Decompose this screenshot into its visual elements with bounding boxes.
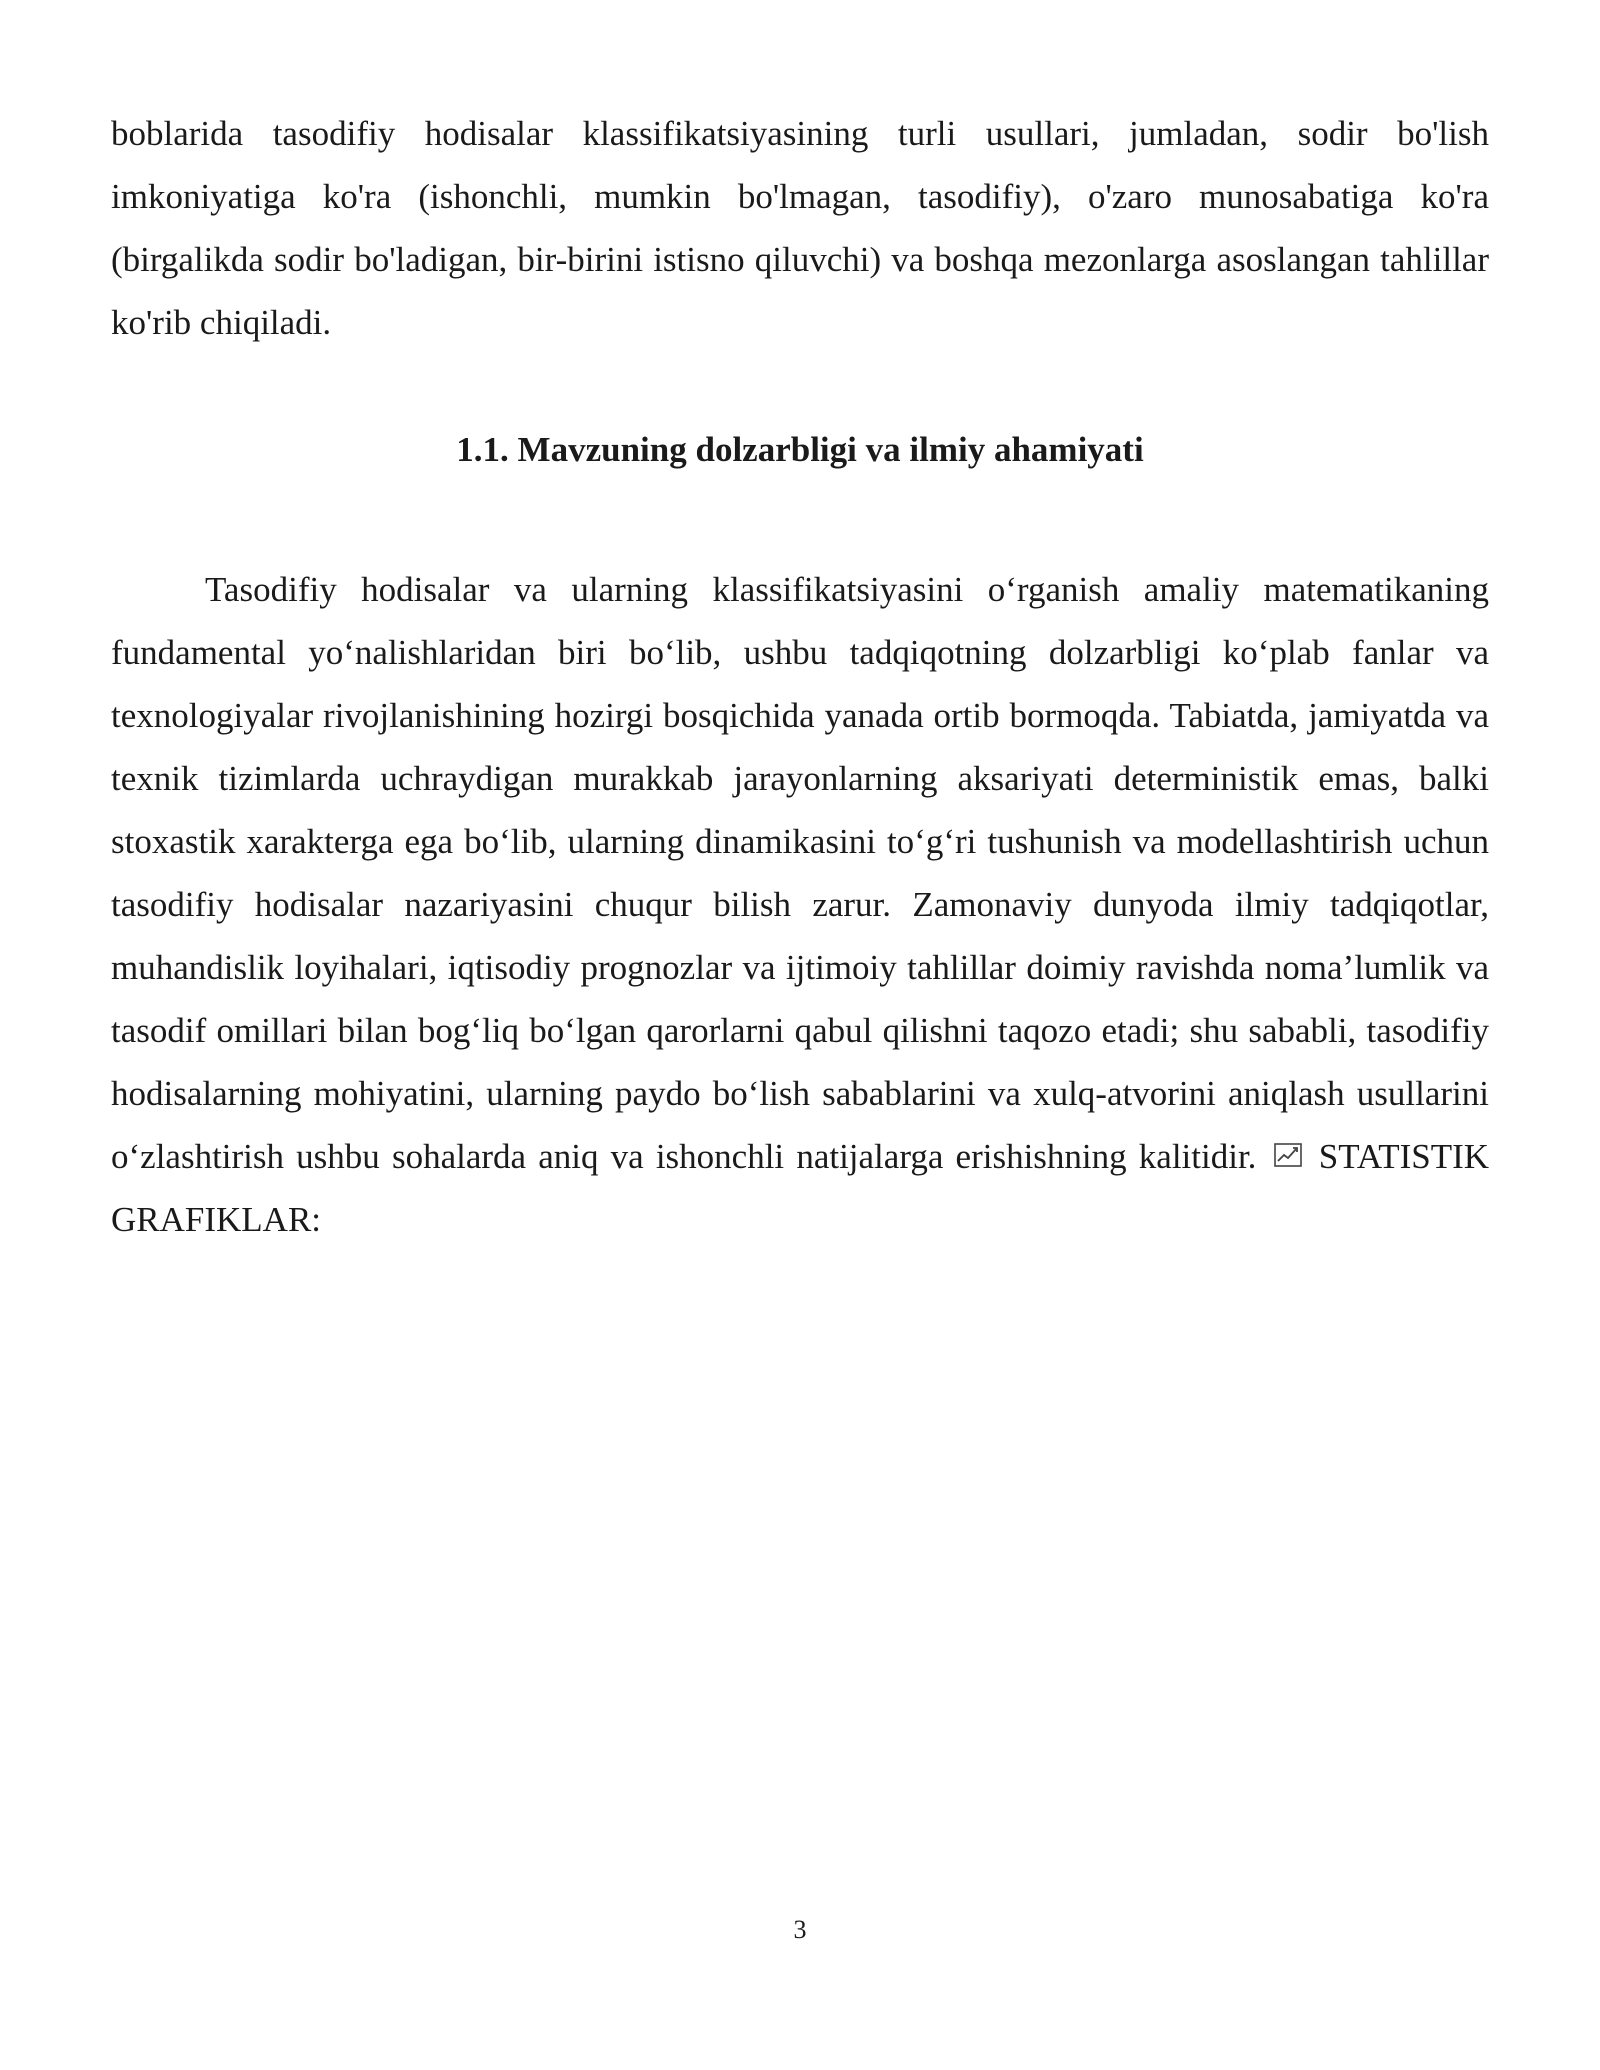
- page-number: 3: [793, 1915, 807, 1944]
- section-heading: 1.1. Mavzuning dolzarbligi va ilmiy ahamiyati: [456, 430, 1144, 469]
- chart-increasing-icon: [1273, 1142, 1303, 1168]
- body-paragraph-text: Tasodifiy hodisalar va ularning klassifikatsiyasini o‘rganish amaliy matematikaning fundamental yo‘nalishlaridan biri bo‘lib, ushbu tadqiqotning dolzarbligi ko‘plab fanlar va texnologiyalar rivojlanishining hozirgi bosqichida yanada ortib bormoqda. Tabiatda, jamiyatda va texnik tizimlarda uchraydigan murakkab jarayonlarning aksariyati deterministik emas, balki stoxastik xarakterga ega bo‘lib, ularning dinamikasini to‘g‘ri tushunish va modellashtirish uchun tasodifiy hodisalar nazariyasini chuqur bilish zarur. Zamonaviy dunyoda ilmiy tadqiqotlar, muhandislik loyihalari, iqtisodiy prognozlar va ijtimoiy tahlillar doimiy ravishda noma’lumlik va tasodif omillari bilan bog‘liq bo‘lgan qarorlarni qabul qilishni taqozo etadi; shu sababli, tasodifiy hodisalarning mohiyatini, ularning paydo bo‘lish sabablarini va xulq-atvorini aniqlash usullarini o‘zlashtirish ushbu sohalarda aniq va ishonchli natijalarga erishishning kalitidir.: [111, 570, 1489, 1176]
- body-paragraph: [111, 558, 1489, 1251]
- intro-paragraph: boblarida tasodifiy hodisalar klassifikatsiyasining turli usullari, jumladan, sodir bo'lish imkoniyatiga ko'ra (ishonchli, mumkin bo'lmagan, tasodifiy), o'zaro munosabatiga ko'ra (birgalikda sodir bo'ladigan, bir-birini istisno qiluvchi) va boshqa mezonlarga asoslangan tahlillar ko'rib chiqiladi.: [111, 114, 1489, 342]
- statistik-grafiklar-label: STATISTIK GRAFIKLAR:: [111, 1137, 1490, 1239]
